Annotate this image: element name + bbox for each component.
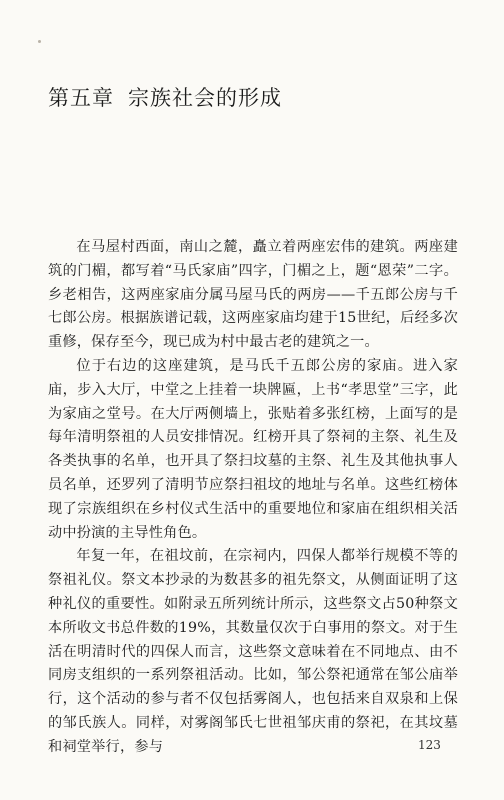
chapter-number: 第五章 — [48, 86, 114, 110]
paragraph-1: 在马屋村西面，南山之麓，矗立着两座宏伟的建筑。两座建筑的门楣，都写着“马氏家庙”四字，门楣之上，题“恩荣”二字。乡老相告，这两座家庙分属马屋马氏的两房——千五郎公房与千七郎公房。根据族谱记载，这两座家庙均建于15世纪，后经多次重修，保存至今，现已成为村中最古老的建筑之一。 — [48, 239, 458, 351]
chapter-title-text: 宗族社会的形成 — [128, 86, 282, 110]
paragraph-3: 年复一年，在祖坟前，在宗祠内，四保人都举行规模不等的祭祖礼仪。祭文本抄录的为数甚多的祖先祭文，从侧面证明了这种礼仪的重要性。如附录五所列统计所示，这些祭文占50种祭文本所收文书总件数的19%，其数量仅次于白事用的祭文。对于生活在明清时代的四保人而言，这些祭文意味着在不同地点、由不同房支组织的一系列祭祖活动。比如，邹公祭祀通常在邹公庙举行，这个活动的参与者不仅包括雾阁人，也包括来自双泉和上保的邹氏族人。同样，对雾阁邹氏七世祖邹庆甫的祭祀，在其坟墓和祠堂举行，参与 — [48, 548, 458, 755]
page-speck — [38, 40, 41, 43]
paragraph-2: 位于右边的这座建筑，是马氏千五郎公房的家庙。进入家庙，步入大厅，中堂之上挂着一块牌匾，上书“孝思堂”三字，此为家庙之堂号。在大厅两侧墙上，张贴着多张红榜，上面写的是每年清明祭祖的人员安排情况。红榜开具了祭祠的主祭、礼生及各类执事的名单，也开具了祭扫坟墓的主祭、礼生及其他执事人员名单，还罗列了清明节应祭扫祖坟的地址与名单。这些红榜体现了宗族组织在乡村仪式生活中的重要地位和家庙在组织相关活动中扮演的主导性角色。 — [48, 357, 458, 541]
chapter-heading — [48, 82, 282, 112]
page-number: 123 — [418, 738, 441, 752]
chapter-body — [48, 236, 458, 760]
